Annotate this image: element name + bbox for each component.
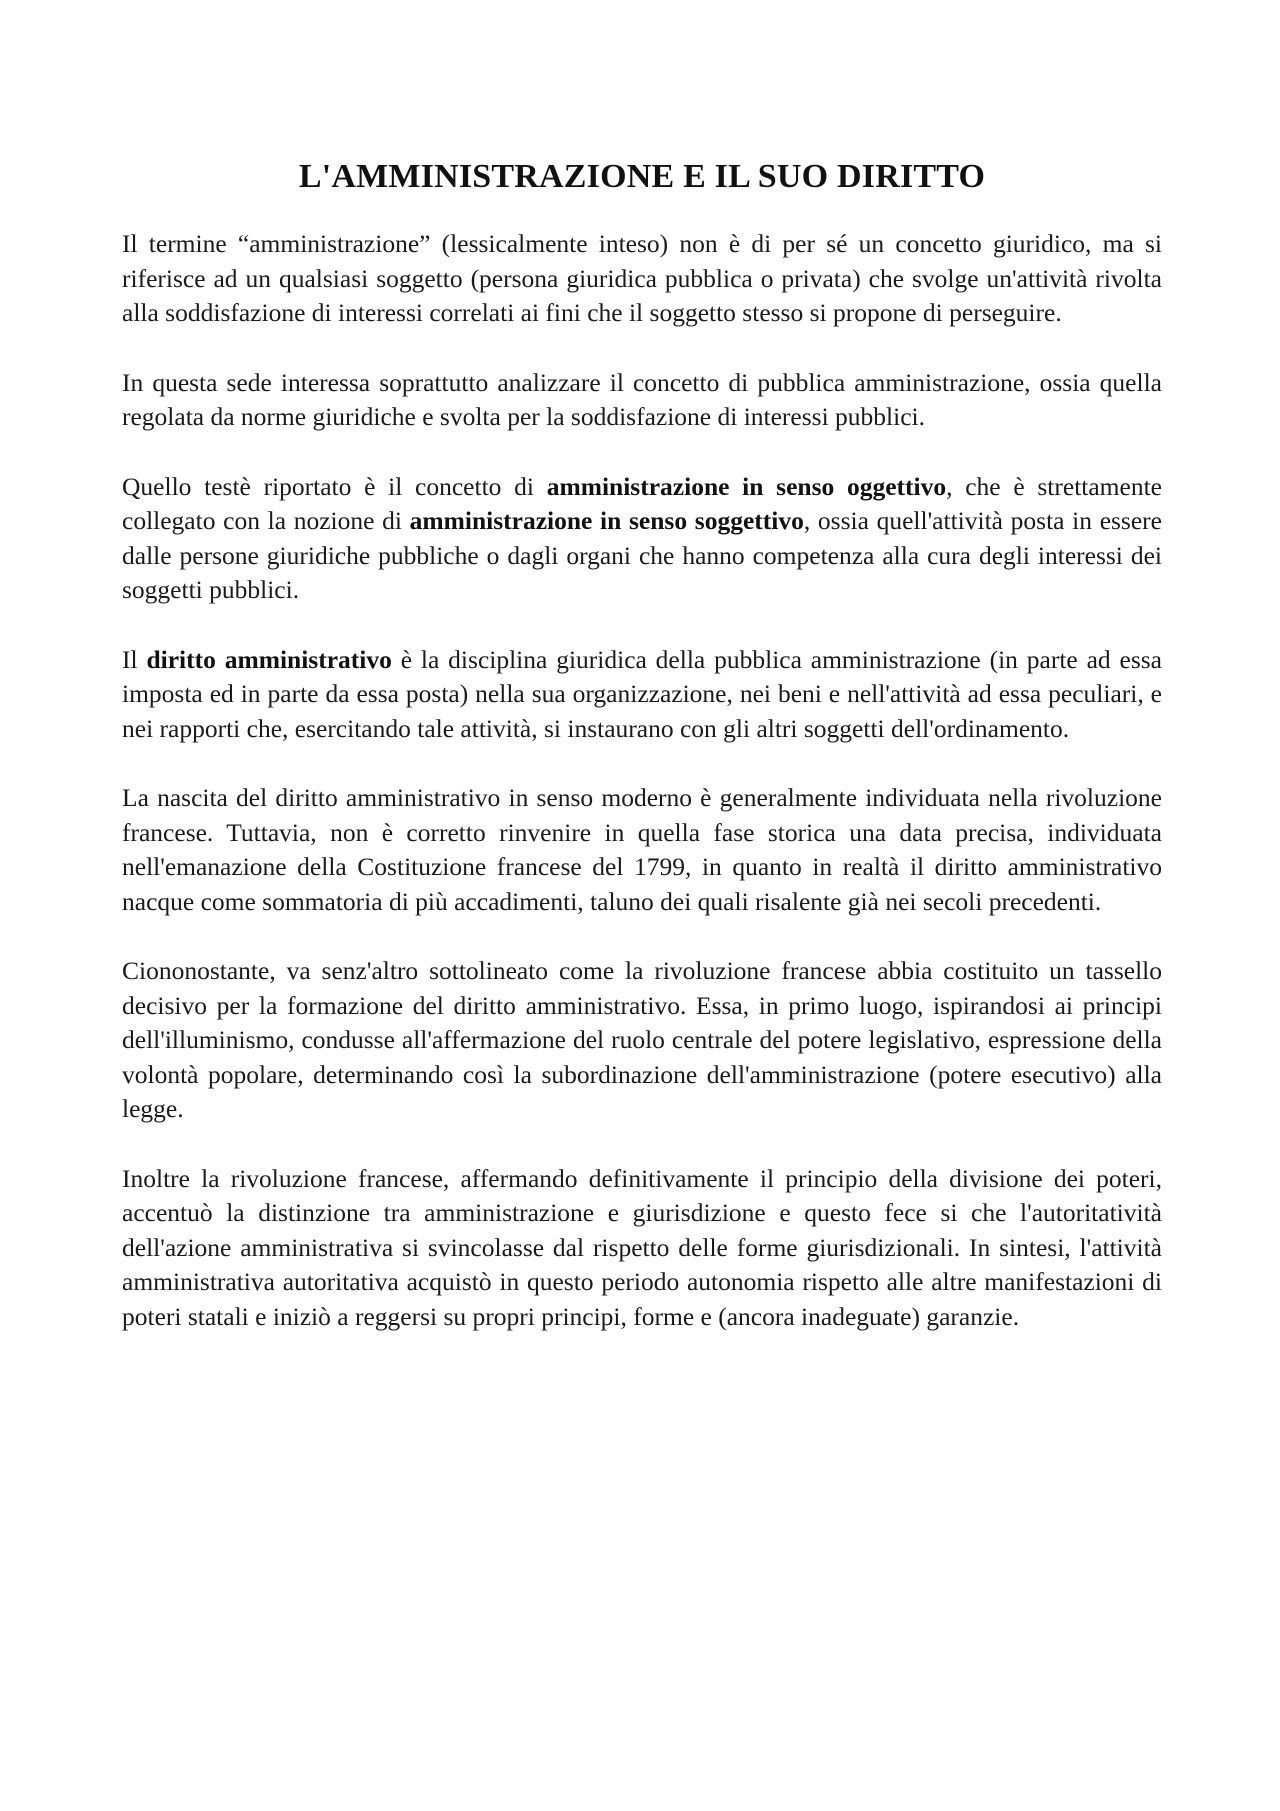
paragraph-text: è la disciplina giuridica della pubblica amministrazione (in parte ad essa imposta ed in parte da essa posta) nella sua organizzazione, nei beni e nell'attività ad essa peculiari, e nei rapporti che, esercitando tale attività, si instaurano con gli altri soggetti dell'ordinamento. [122, 644, 1163, 743]
paragraph-text: , ossia quell'attività posta in essere dalle persone giuridiche pubbliche o dagli organi che hanno competenza alla cura degli interessi dei soggetti pubblici. [122, 506, 1162, 604]
paragraph-text: Quello testè riportato è il concetto di [122, 471, 547, 501]
bold-term-administrative-law: diritto amministrativo [146, 644, 392, 674]
paragraph-origins: La nascita del diritto amministrativo in senso moderno è generalmente individuata nella rivoluzione francese. Tuttavia, non è corretto rinvenire in quella fase storica una data precisa, individuata nell'emanazione della Costituzione francese del 1799, in quanto in realtà il diritto amministrativo nacque come sommatoria di più accadimenti, taluno dei quali risalente già nei secoli precedenti. [122, 783, 1162, 916]
document-page [122, 155, 1162, 1369]
bold-term-subjective: amministrazione in senso soggettivo [409, 506, 804, 535]
paragraph-text: , che è strettamente collegato con la nozione di [122, 471, 1162, 535]
bold-term-objective: amministrazione in senso oggettivo [546, 471, 947, 501]
document-title: L'AMMINISTRAZIONE E IL SUO DIRITTO [298, 158, 986, 195]
paragraph-objective-subjective [122, 470, 1162, 608]
paragraph-definition: Il termine “amministrazione” (lessicalmente inteso) non è di per sé un concetto giuridico, ma si riferisce ad un qualsiasi soggetto (persona giuridica pubblica o privata) che svolge un'attività rivolta alla soddisfazione di interessi correlati ai fini che il soggetto stesso si propone di perseguire. [122, 229, 1162, 327]
paragraph-administrative-law [122, 643, 1162, 747]
paragraph-public-administration: In questa sede interessa soprattutto analizzare il concetto di pubblica amministrazione, ossia quella regolata da norme giuridiche e svolta per la soddisfazione di interessi pubblici. [122, 367, 1162, 431]
paragraph-revolution: Ciononostante, va senz'altro sottolineato come la rivoluzione francese abbia costituito un tassello decisivo per la formazione del diritto amministrativo. Essa, in primo luogo, ispirandosi ai principi dell'illuminismo, condusse all'affermazione del ruolo centrale del potere legislativo, espressione della volontà popolare, determinando così la subordinazione dell'amministrazione (potere esecutivo) alla legge. [122, 956, 1162, 1123]
paragraph-text: Il [122, 644, 147, 674]
paragraph-separation-of-powers: Inoltre la rivoluzione francese, affermando definitivamente il principio della divisione dei poteri, accentuò la distinzione tra amministrazione e giurisdizione e questo fece si che l'autoritatività dell'azione amministrativa si svincolasse dal rispetto delle forme giurisdizionali. In sintesi, l'attività amministrativa autoritativa acquistò in questo periodo autonomia rispetto alle altre manifestazioni di poteri statali e iniziò a reggersi su propri principi, forme e (ancora inadeguate) garanzie. [122, 1163, 1162, 1331]
